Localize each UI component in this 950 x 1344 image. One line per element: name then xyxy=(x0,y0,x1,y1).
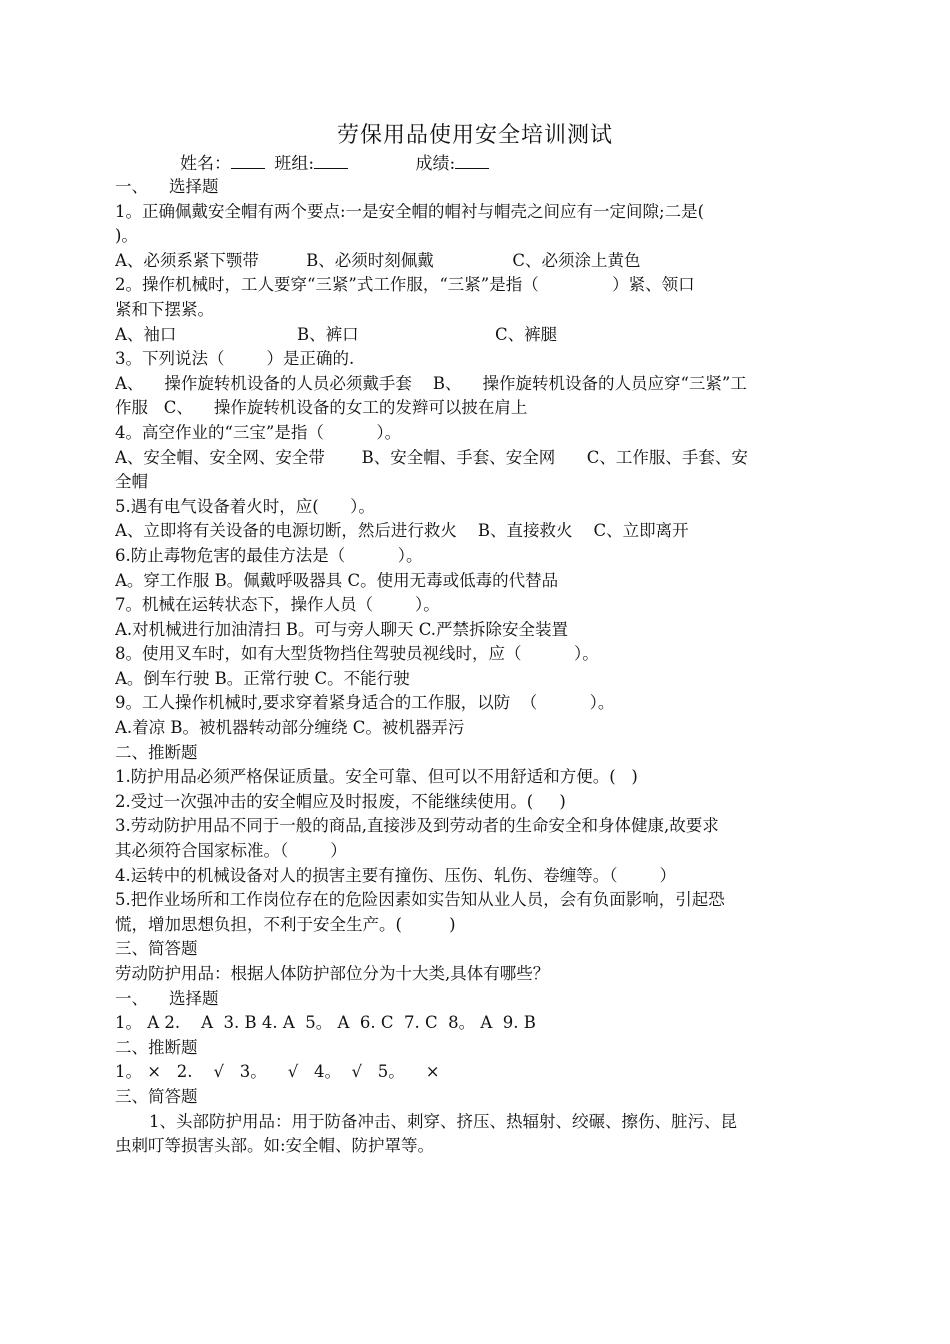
text-line: 一、 选择题 xyxy=(115,177,219,196)
text-line: 5.遇有电气设备着火时，应( ）。 xyxy=(115,496,375,516)
text-line: A、必须系紧下颚带 B、必须时刻佩戴 C、必须涂上黄色 xyxy=(115,250,641,270)
text-line: 3.劳动防护用品不同于一般的商品,直接涉及到劳动者的生命安全和身体健康,故要求 xyxy=(115,816,719,836)
text-line: A。穿工作服 B。佩戴呼吸器具 C。使用无毒或低毒的代替品 xyxy=(115,570,559,590)
text-line: 1.防护用品必须严格保证质量。安全可靠、但可以不用舒适和方便。( ) xyxy=(115,767,638,787)
text-line: 作服 C、 操作旋转机设备的女工的发辫可以披在肩上 xyxy=(115,398,528,418)
text-line: A.着凉 B。被机器转动部分缠绕 C。被机器弄污 xyxy=(115,718,465,738)
text-line: 2。操作机械时，工人要穿“三紧”式工作服，“三紧”是指（ ）紧、领口 xyxy=(115,275,695,295)
text-line: A。倒车行驶 B。正常行驶 C。不能行驶 xyxy=(115,668,410,688)
text-line: 4。高空作业的“三宝”是指（ ）。 xyxy=(115,422,402,442)
text-line: 紧和下摆紧。 xyxy=(115,299,214,319)
text-line: A、安全帽、安全网、安全带 B、安全帽、手套、安全网 C、工作服、手套、安 xyxy=(115,447,748,467)
text-line: )。 xyxy=(115,226,138,246)
text-line: 6.防止毒物危害的最佳方法是（ ）。 xyxy=(115,545,423,565)
text-line: A.对机械进行加油清扫 B。可与旁人聊天 C.严禁拆除安全装置 xyxy=(115,619,569,639)
text-line: 9。工人操作机械时,要求穿着紧身适合的工作服，以防 （ ）。 xyxy=(115,693,615,713)
student-info-row xyxy=(180,150,489,176)
text-line: 其必须符合国家标准。（ ） xyxy=(115,841,347,861)
text-line: 5.把作业场所和工作岗位存在的危险因素如实告知从业人员，会有负面影响，引起恐 xyxy=(115,890,725,910)
text-line: 7。机械在运转状态下，操作人员（ ）。 xyxy=(115,595,440,615)
class-blank xyxy=(314,150,348,169)
text-line: 3。下列说法（ ）是正确的. xyxy=(115,349,355,369)
text-line: 二、推断题 xyxy=(115,742,198,762)
text-line: 4.运转中的机械设备对人的损害主要有撞伤、压伤、轧伤、卷缠等。（ ） xyxy=(115,865,676,885)
text-line: 三、简答题 xyxy=(115,939,198,959)
name-label: 姓名： xyxy=(180,154,231,174)
text-line: 1。 × 2. √ 3。 √ 4。 √ 5。 × xyxy=(115,1062,440,1082)
text-line: 劳动防护用品：根据人体防护部位分为十大类,具体有哪些？ xyxy=(115,964,550,983)
text-line: 全帽 xyxy=(115,472,148,492)
text-line: 2.受过一次强冲击的安全帽应及时报废，不能继续使用。( ) xyxy=(115,791,566,811)
document-title: 劳保用品使用安全培训测试 xyxy=(336,123,613,148)
name-blank xyxy=(231,150,265,169)
text-line: 1、头部防护用品：用于防备冲击、刺穿、挤压、热辐射、绞碾、擦伤、脏污、昆 xyxy=(149,1111,737,1131)
text-line: 慌，增加思想负担，不利于安全生产。( ) xyxy=(115,914,456,934)
text-line: 三、简答题 xyxy=(115,1086,198,1106)
class-label: 班组: xyxy=(274,154,315,174)
text-line: 1。正确佩戴安全帽有两个要点:一是安全帽的帽衬与帽壳之间应有一定间隙;二是( xyxy=(115,201,705,221)
text-line: A、立即将有关设备的电源切断，然后进行救火 B、直接救火 C、立即离开 xyxy=(115,521,689,541)
text-line: A、 操作旋转机设备的人员必须戴手套 B、 操作旋转机设备的人员应穿“三紧”工 xyxy=(115,373,747,393)
document-body xyxy=(115,175,837,1159)
text-line: 8。使用叉车时，如有大型货物挡住驾驶员视线时，应（ ）。 xyxy=(115,644,599,664)
score-label: 成绩: xyxy=(415,154,456,174)
text-line: A、袖口 B、裤口 C、裤腿 xyxy=(115,324,558,344)
score-blank xyxy=(455,150,489,169)
text-line: 1。 A 2. A 3. B 4. A 5。 A 6. C 7. C 8。 A 9. B xyxy=(115,1013,536,1033)
text-line: 一、 选择题 xyxy=(115,988,219,1008)
text-line: 二、推断题 xyxy=(115,1037,198,1057)
text-line: 虫刺叮等损害头部。如:安全帽、防护罩等。 xyxy=(115,1136,435,1156)
